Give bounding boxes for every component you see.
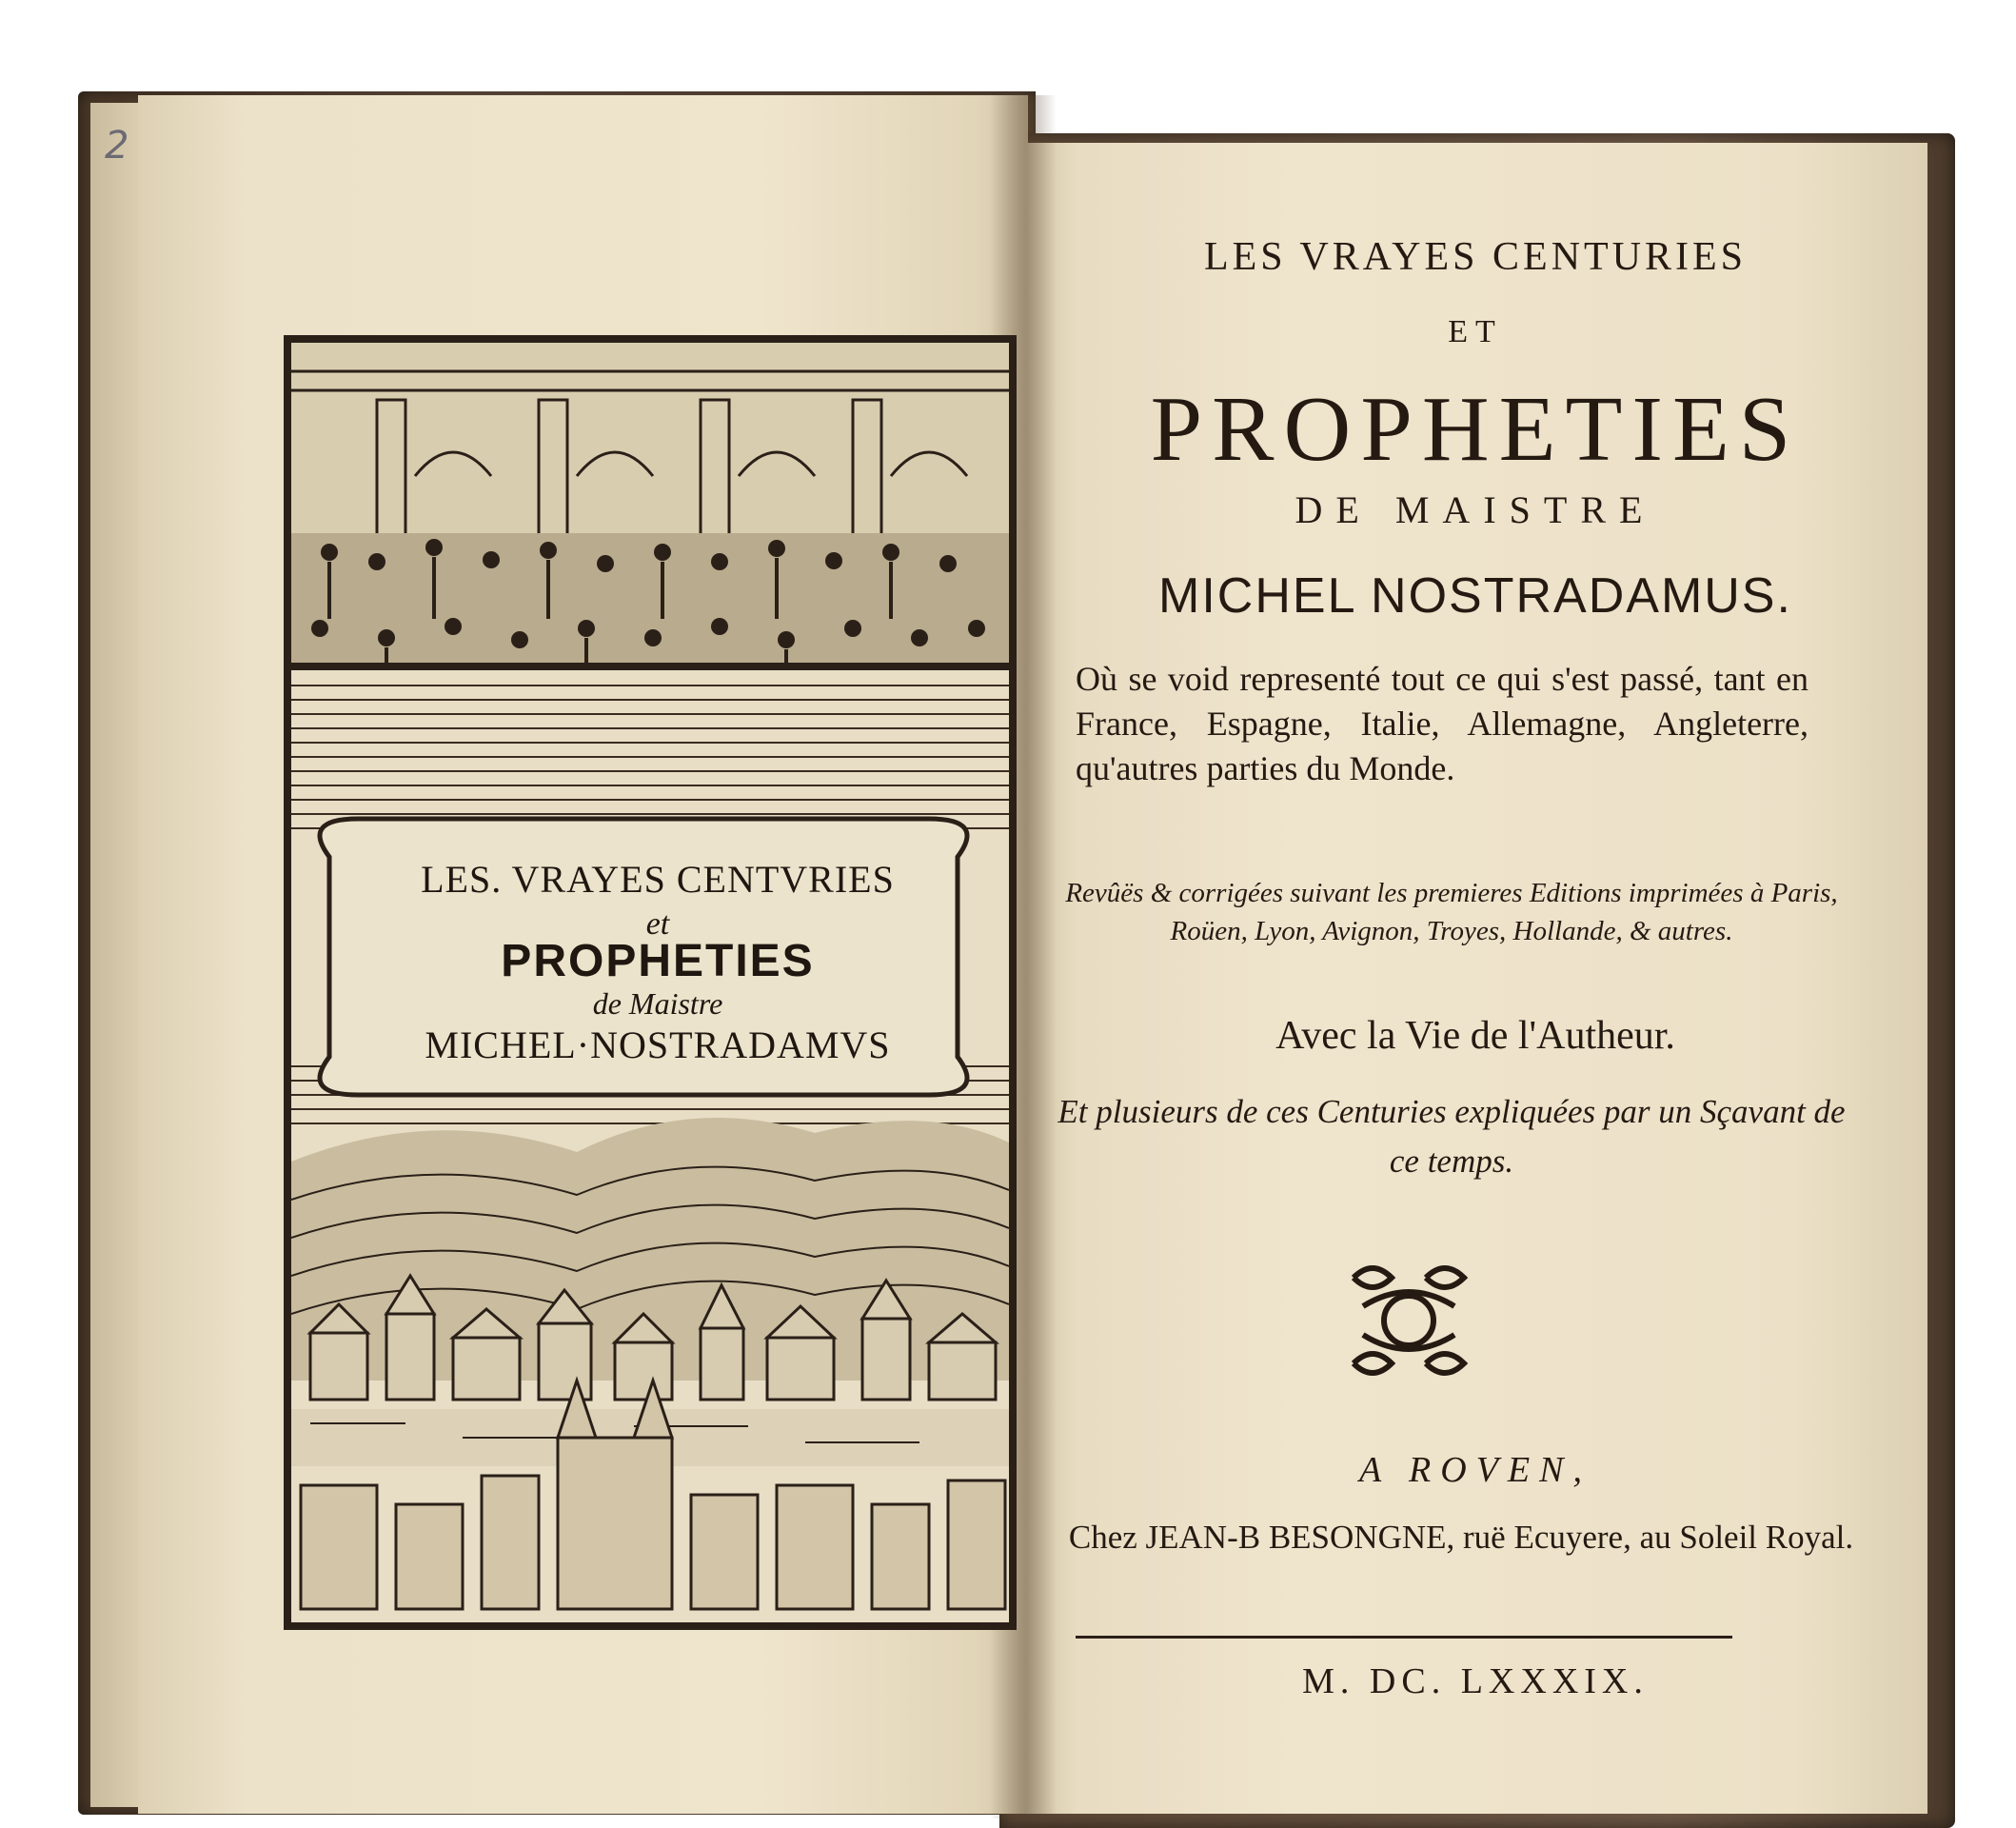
- title-author: MICHEL NOSTRADAMUS.: [1158, 568, 1792, 624]
- frontispiece-line1: LES. VRAYES CENTVRIES: [421, 858, 895, 901]
- frontispiece-author: MICHEL·NOSTRADAMVS: [425, 1023, 891, 1066]
- title-description: Où se void representé tout ce qui s'est passé, tant en France, Espagne, Italie, Allemagne, Angleterre, qu'autres parties du Monde.: [1076, 660, 1808, 787]
- frontispiece-title: PROPHETIES: [501, 936, 815, 986]
- rule-divider: [1076, 1636, 1732, 1639]
- title-line2: ET: [1448, 314, 1503, 349]
- imprint-place: A ROVEN,: [1359, 1450, 1591, 1490]
- shelf-mark: 2: [105, 124, 129, 168]
- imprint-date: M. DC. LXXXIX.: [1302, 1661, 1649, 1701]
- title-explanations: Et plusieurs de ces Centuries expliquées par un Sçavant de ce temps.: [1057, 1093, 1846, 1180]
- title-line1: LES VRAYES CENTURIES: [1203, 235, 1748, 279]
- title-editions: Revûës & corrigées suivant les premieres Editions imprimées à Paris, Roüen, Lyon, Avignon, Troyes, Hollande, & autres.: [1065, 878, 1838, 946]
- title-main: PROPHETIES: [1150, 378, 1801, 481]
- printer-ornament: [1344, 1259, 1473, 1382]
- title-life-of-author: Avec la Vie de l'Autheur.: [1275, 1014, 1675, 1058]
- imprint-printer: Chez JEAN-B BESONGNE, ruë Ecuyere, au Soleil Royal.: [1068, 1519, 1854, 1556]
- frontispiece-line2: et: [645, 906, 670, 942]
- endleaf: [90, 103, 143, 1807]
- title-line4: DE MAISTRE: [1295, 488, 1656, 531]
- frontispiece-line4: de Maistre: [592, 986, 723, 1021]
- frontispiece-woodcut: [284, 335, 1017, 1630]
